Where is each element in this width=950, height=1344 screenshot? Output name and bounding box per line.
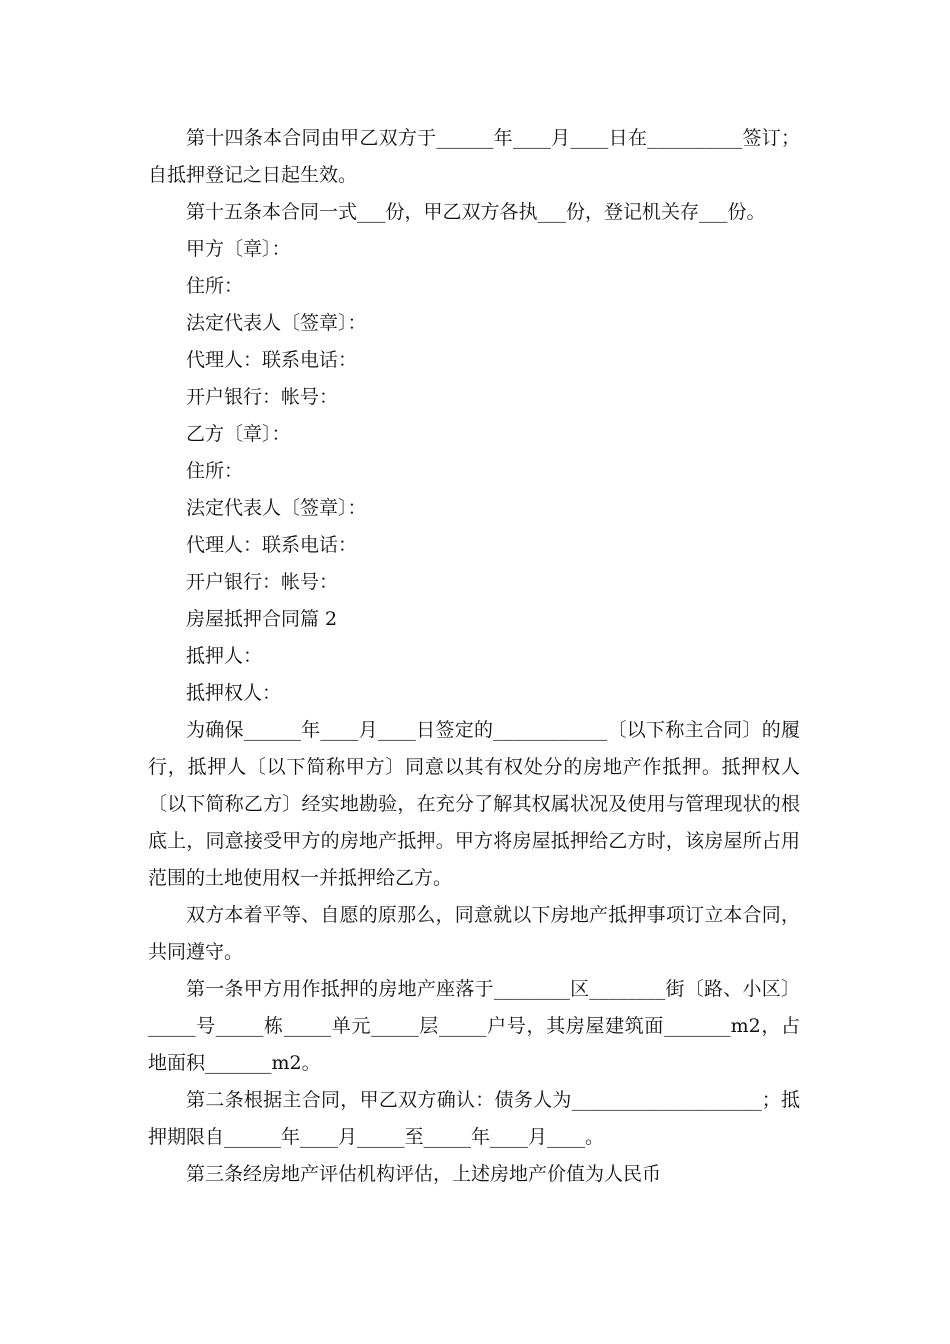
article-3-line: 第三条经房地产评估机构评估，上述房地产价值为人民币 <box>186 1163 662 1185</box>
party-a-address-label: 住所： <box>186 275 244 297</box>
article-14-paragraph: 第十四条本合同由甲乙双方于______年____月____日在__________签订；自抵押登记之日起生效。 <box>148 127 800 186</box>
party-a-agent-phone-label: 代理人：联系电话： <box>186 349 358 371</box>
document-body <box>148 120 800 1193</box>
party-a-bank-account-label: 开户银行：帐号： <box>186 386 339 408</box>
party-b-bank-account-label: 开户银行：帐号： <box>186 571 339 593</box>
mortgagee-label: 抵押权人： <box>186 682 282 704</box>
article-15-line: 第十五条本合同一式___份，甲乙双方各执___份，登记机关存___份。 <box>186 201 766 223</box>
party-a-legal-rep-label: 法定代表人〔签章〕： <box>186 312 367 334</box>
party-b-agent-phone-label: 代理人：联系电话： <box>186 534 358 556</box>
mortgagor-label: 抵押人： <box>186 645 263 667</box>
section-heading: 房屋抵押合同篇 2 <box>186 608 338 630</box>
preamble-paragraph: 为确保______年____月____日签定的____________〔以下称主合同〕的履行，抵押人〔以下简称甲方〕同意以其有权处分的房地产作抵押。抵押权人〔以下简称乙方〕经实地勘验，在充分了解其权属状况及使用与管理现状的根底上，同意接受甲方的房地产抵押。甲方将房屋抵押给乙方时，该房屋所占用范围的土地使用权一并抵押给乙方。 <box>148 719 800 889</box>
article-2-paragraph: 第二条根据主合同，甲乙双方确认：债务人为____________________；抵押期限自______年____月_____至_____年____月____。 <box>148 1089 800 1148</box>
party-b-address-label: 住所： <box>186 460 244 482</box>
party-a-seal-label: 甲方〔章〕： <box>186 238 291 260</box>
party-b-legal-rep-label: 法定代表人〔签章〕： <box>186 497 367 519</box>
equality-paragraph: 双方本着平等、自愿的原那么，同意就以下房地产抵押事项订立本合同，共同遵守。 <box>148 904 800 963</box>
party-b-seal-label: 乙方〔章〕： <box>186 423 291 445</box>
article-1-paragraph: 第一条甲方用作抵押的房地产座落于________区________街〔路、小区〕_____号_____栋_____单元_____层_____户号，其房屋建筑面_______m2，占地面积_______m2。 <box>148 978 800 1074</box>
